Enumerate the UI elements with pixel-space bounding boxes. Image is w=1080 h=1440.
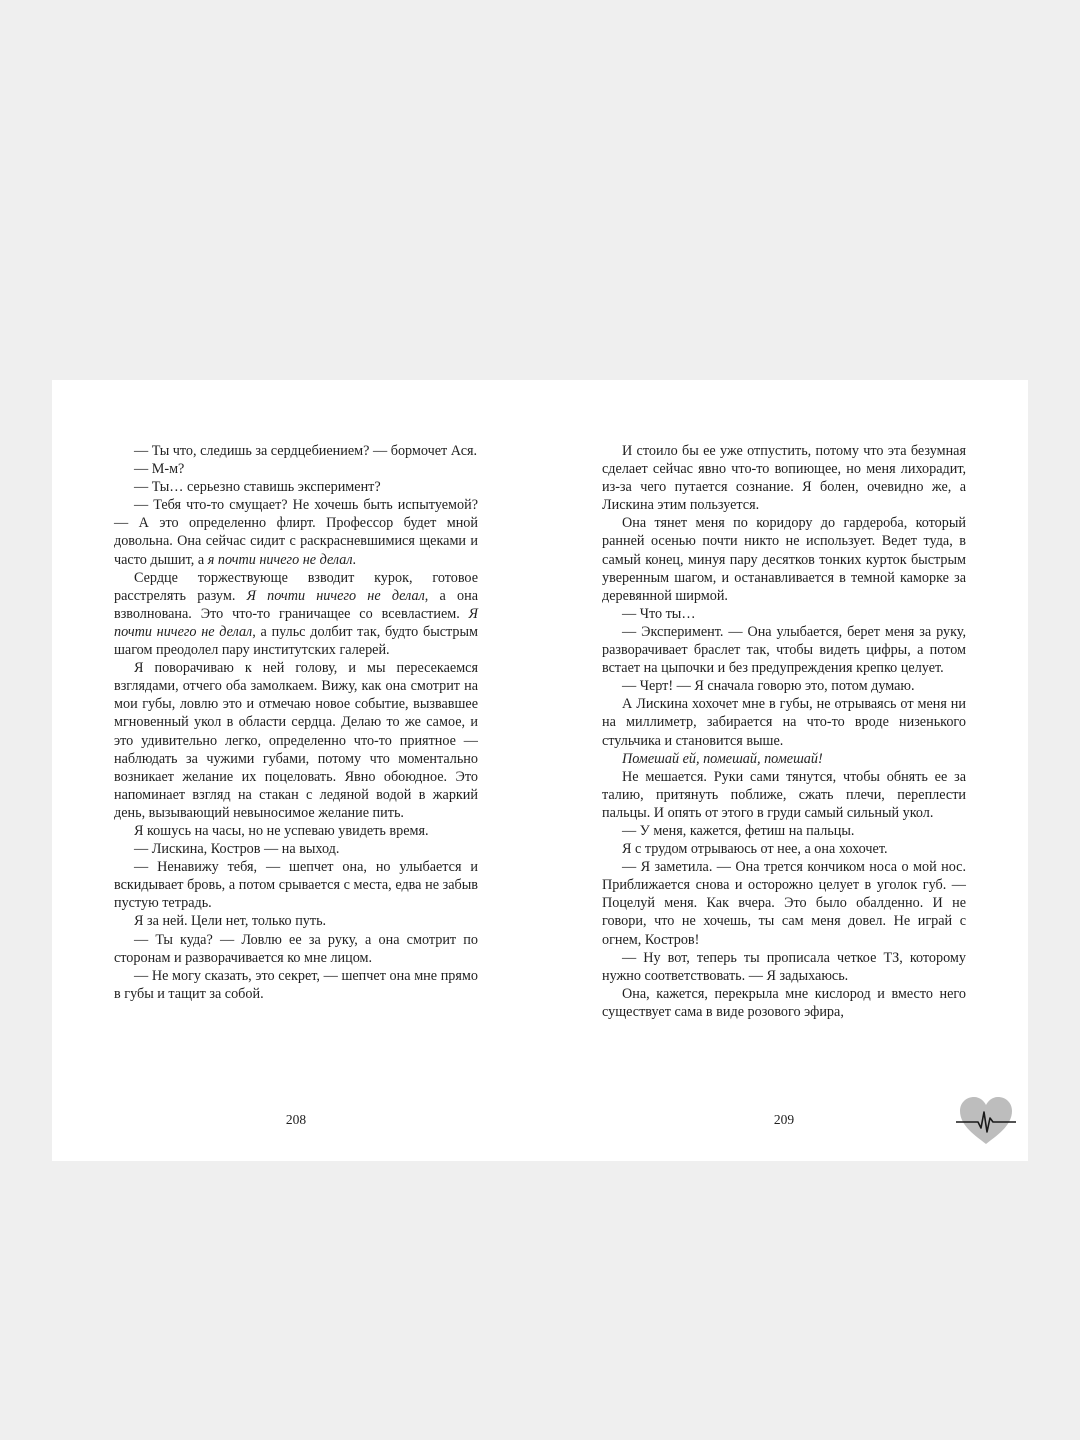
paragraph	[114, 659, 478, 822]
paragraph	[114, 442, 478, 460]
text-run: Она, кажется, перекрыла мне кислород и вместо него существует сама в виде розового эфира,	[602, 985, 966, 1020]
paragraph	[602, 858, 966, 948]
book-spread	[52, 380, 1028, 1161]
paragraph	[602, 442, 966, 514]
italic-text: Я почти ничего не делал	[246, 587, 425, 604]
paragraph	[114, 931, 478, 967]
text-run: — Ну вот, теперь ты прописала четкое ТЗ, которому нужно соответствовать. — Я задыхаюсь.	[602, 949, 966, 984]
text-run: Я кошусь на часы, но не успеваю увидеть время.	[134, 822, 429, 839]
paragraph	[602, 822, 966, 840]
paragraph	[602, 623, 966, 677]
text-run: , а пульс долбит так, будто быстрым шагом преодолел пару институтских галерей.	[114, 623, 478, 659]
paragraph	[114, 569, 478, 659]
text-run: Она тянет меня по коридору до гардероба, который ранней осенью почти никто не использует. Ведет туда, в самый конец, минуя пару десятков тонких курток быстрым уверенным шагом, и останавливается в темной каморке за деревянной ширмой.	[602, 515, 966, 604]
paragraph	[602, 840, 966, 858]
text-run: — Ты что, следишь за сердцебиением? — бормочет Ася.	[134, 443, 478, 459]
text-run: — Ненавижу тебя, — шепчет она, но улыбается и вскидывает бровь, а потом срывается с места, едва не забыв пустую тетрадь.	[114, 859, 478, 912]
page-number-right: 209	[773, 1112, 795, 1127]
text-run: — Не могу сказать, это секрет, — шепчет она мне прямо в губы и тащит за собой.	[114, 967, 478, 1002]
text-run: Сердце торжествующе взводит курок, готовое расстрелять разум.	[114, 569, 478, 604]
text-run: Я за ней. Цели нет, только путь.	[134, 913, 327, 930]
text-run: .	[352, 551, 357, 568]
text-run: — Лискина, Костров — на выход.	[134, 841, 340, 858]
right-page-text	[602, 442, 966, 1021]
text-run: И стоило бы ее уже отпустить, потому что эта безумная сделает сейчас явно что-то вопиющее, но меня лихорадит, из-за чего путается сознание. Я болен, очевидно же, а Лискина этим пользуется.	[602, 443, 966, 514]
text-run: Я поворачиваю к ней голову, и мы пересекаемся взглядами, отчего оба замолкаем. Вижу, как она смотрит на мои губы, ловлю это и отмечаю новое событие, вызвавшее мгновенный укол в области сердца. Делаю то же самое, и это удивительно легко, определенно что-то приятное — наблюдать за чужими губами, потому что моментально возникает желание их поцеловать. Явно обоюдное. Это напоминает взгляд на стакан с ледяной водой в жаркий день, вызывающий невыносимое желание пить.	[114, 660, 478, 821]
paragraph	[602, 514, 966, 604]
paragraph	[602, 750, 966, 768]
paragraph	[114, 840, 478, 858]
text-run: — Я заметила. — Она трется кончиком носа о мой нос. Приближается снова и осторожно целует в уголок губ. — Поцелуй меня. Как вчера. Это было обалденно. И не говори, что не хочешь, ты сам меня довел. Не играй с огнем, Костров!	[602, 859, 966, 948]
paragraph	[114, 967, 478, 1003]
italic-text: Помешай ей, помешай, помешай!	[622, 750, 823, 767]
paragraph	[602, 605, 966, 623]
paragraph	[114, 858, 478, 912]
paragraph	[114, 496, 478, 568]
paragraph	[602, 985, 966, 1021]
italic-text: я почти ничего не делал	[207, 551, 353, 568]
text-run: — Эксперимент. — Она улыбается, берет меня за руку, разворачивает браслет так, чтобы видеть цифры, а потом встает на цыпочки и без предупреждения крепко целует.	[602, 623, 966, 677]
text-run: — У меня, кажется, фетиш на пальцы.	[622, 822, 855, 839]
text-run: А Лискина хохочет мне в губы, не отрываясь от меня ни на миллиметр, забирается на что-то вроде низенького стульчика и становится выше.	[602, 696, 966, 749]
left-page-text	[114, 442, 478, 1003]
text-run: — Ты… серьезно ставишь эксперимент?	[134, 479, 381, 496]
italic-text: Я почти ничего не делал	[114, 605, 478, 640]
text-run: Я с трудом отрываюсь от нее, а она хохочет.	[622, 841, 888, 858]
text-run: — Черт! — Я сначала говорю это, потом думаю.	[622, 678, 915, 695]
text-run: — М-м?	[134, 461, 185, 478]
paragraph	[602, 949, 966, 985]
text-run: Не мешается. Руки сами тянутся, чтобы обнять ее за талию, притянуть поближе, сжать плечи, переплести пальцы. И опять от этого в груди самый сильный укол.	[602, 768, 966, 821]
paragraph	[602, 695, 966, 749]
text-run: — Тебя что-то смущает? Не хочешь быть испытуемой? — А это определенно флирт. Профессор будет мной довольна. Она сейчас сидит с раскрасневшимися щеками и часто дышит, а	[114, 497, 478, 568]
text-run: — Что ты…	[622, 605, 696, 622]
text-run: , а она взволнована. Это что-то граничащее со всевластием.	[114, 587, 479, 622]
paragraph	[602, 768, 966, 822]
page-number-left: 208	[285, 1112, 307, 1127]
paragraph	[602, 677, 966, 695]
paragraph	[114, 912, 478, 930]
paragraph	[114, 822, 478, 840]
paragraph	[114, 460, 478, 478]
heart-pulse-icon	[956, 1094, 1016, 1148]
text-run: — Ты куда? — Ловлю ее за руку, а она смотрит по сторонам и разворачивается ко мне лицом.	[114, 931, 478, 966]
paragraph	[114, 478, 478, 496]
